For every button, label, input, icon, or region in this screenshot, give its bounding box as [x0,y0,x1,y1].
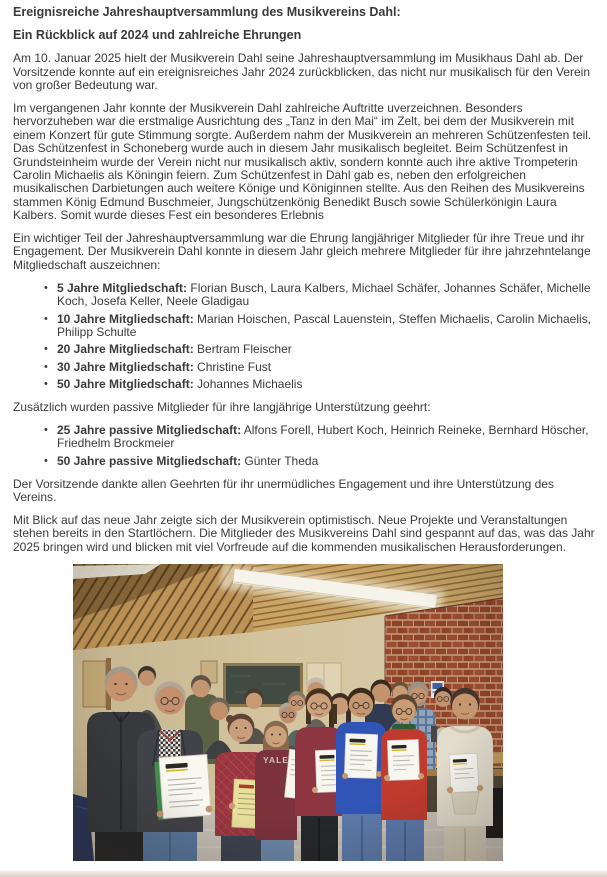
photo-vignette [73,564,503,861]
article-subtitle: Ein Rückblick auf 2024 und zahlreiche Ehrungen [13,28,302,43]
honor-names: Günter Theda [241,453,319,468]
honor-names: Christine Fust [193,359,272,374]
honor-label: 20 Jahre Mitgliedschaft: [57,342,194,357]
paragraph-year-review: Im vergangenen Jahr konnte der Musikverein Dahl zahlreiche Auftritte uverzeichnen. Besonders hervorzuheben war die erstmalige Ausrichtung des „Tanz in den Mai“ im Zelt, bei dem der Musikverein mit einem Konzert für gute Stimmung sorgte. Außerdem nahm der Musikverein an mehreren Schützenfesten teil. Das Schützenfest in Schoneberg wurde auch in diesem Jahr musikalisch begleitet. Beim Schützenfest in Grundsteinheim wurde der Verein nicht nur musikalisch aktiv, sondern konnte auch ihre aktive Trompeterin Carolin Michaelis als Köningin feiern. Zum Schützenfest in Dahl gab es, neben den erfolgreichen musikalischen Darbietungen auch weitere Könige und Königinnen stellte. Aus den Reihen des Musikvereins stammen König Edmund Buschmeier, Jungschützenkönig Benedikt Busch sowie Schülerkönigin Laura Kalbers. Somit wurde dieses Fest ein besonderes Erlebnis [13,100,592,223]
passive-honors-list [13,424,595,468]
article-title: Ereignisreiche Jahreshauptversammlung des Musikvereins Dahl: [13,5,401,19]
group-photo-illustration [73,564,503,861]
list-item-5-jahre [57,282,595,309]
paragraph-honors-intro: Ein wichtiger Teil der Jahreshauptversammlung war die Ehrung langjähriger Mitglieder für ihre Treue und ihr Engagement. Der Musikverein Dahl konnte in diesem Jahr gleich mehrere Mitglieder für ihre jahrzehntelange Mitgliedschaft auszeichnen: [13,231,591,272]
honor-names: Alfons Forell, Hubert Koch, Heinrich Reineke, Bernhard Höscher, Friedhelm Brockmeier [57,423,589,451]
honor-names: Marian Hoischen, Pascal Lauenstein, Steffen Michaelis, Carolin Michaelis, Philipp Schulte [57,311,592,339]
list-item-20-jahre [57,343,595,356]
honor-label: 50 Jahre passive Mitgliedschaft: [57,453,242,468]
paragraph-passive-intro: Zusätzlich wurden passive Mitglieder für ihre langjährige Unterstützung geehrt: [13,400,431,415]
honor-label: 25 Jahre passive Mitgliedschaft: [57,423,242,438]
group-photo [73,564,503,861]
honor-label: 5 Jahre Mitgliedschaft: [57,280,188,295]
list-item-50-jahre [57,378,595,391]
honor-names: Florian Busch, Laura Kalbers, Michael Schäfer, Johannes Schäfer, Michelle Koch, Josefa Keller, Neele Gladigau [57,280,591,309]
honor-names: Johannes Michaelis [193,377,303,392]
list-item-10-jahre [57,313,595,340]
paragraph-outlook: Mit Blick auf das neue Jahr zeigte sich der Musikverein optimistisch. Neue Projekte und Veranstaltungen stehen bereits in den Startlöchern. Die Mitglieder des Musikvereins Dahl sind gespannt auf das, was das Jahr 2025 bringen wird und blicken mit viel Vorfreude auf die kommenden musikalischen Herausforderungen. [13,513,595,554]
honors-list [13,282,595,392]
honor-names: Bertram Fleischer [193,342,292,357]
list-item-30-jahre [57,361,595,374]
paragraph-intro: Am 10. Januar 2025 hielt der Musikverein Dahl seine Jahreshauptversammlung im Musikhaus Dahl ab. Der Vorsitzende konnte auf ein ereignisreiches Jahr 2024 zurückblicken, das nicht nur musikalisch für den Verein von großer Bedeutung war. [13,51,590,92]
honor-label: 50 Jahre Mitgliedschaft: [57,377,194,392]
honor-label: 30 Jahre Mitgliedschaft: [57,359,194,374]
list-item-50-jahre-passiv [57,455,595,468]
paragraph-thanks: Der Vorsitzende dankte allen Geehrten für ihr unermüdliches Engagement und ihre Unterstützung des Vereins. [13,476,554,505]
list-item-25-jahre-passiv [57,424,595,451]
page-bottom-strip [0,871,607,877]
honor-label: 10 Jahre Mitgliedschaft: [57,311,194,326]
